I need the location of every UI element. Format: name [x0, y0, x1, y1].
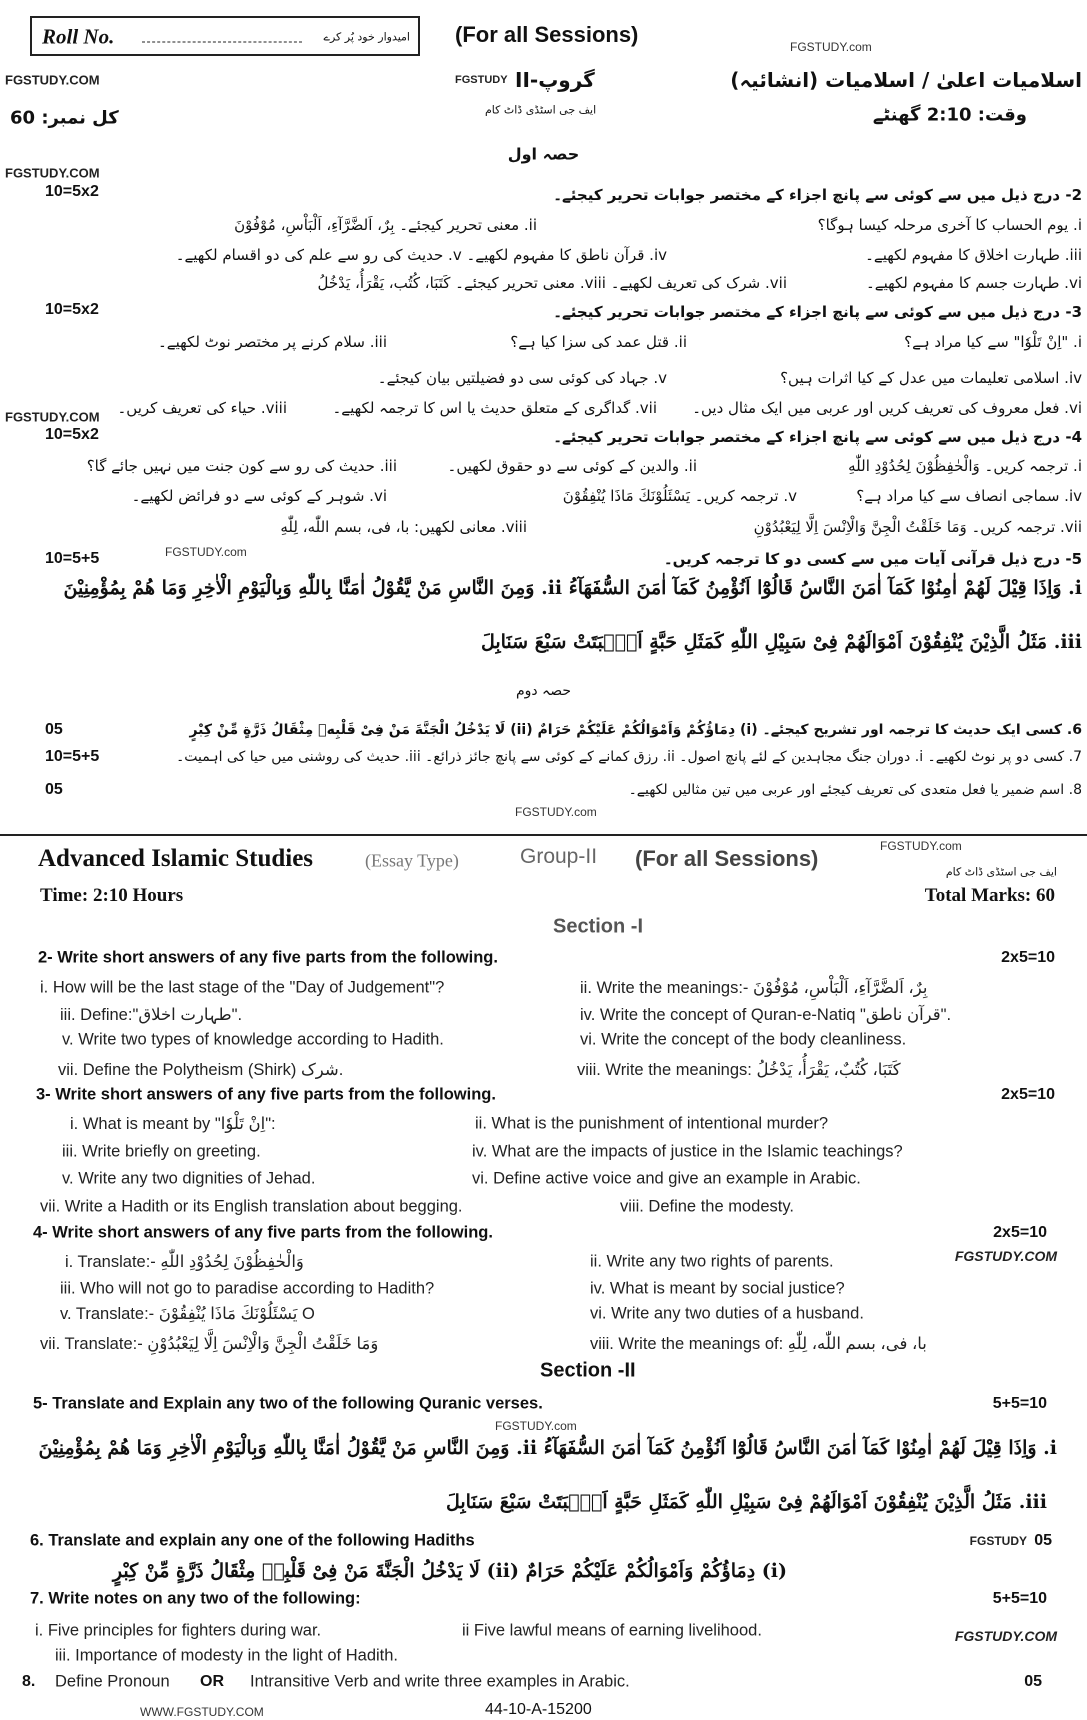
q2-item: i. How will be the last stage of the "Day of Judgement"?	[40, 978, 445, 997]
watermark: ایف جی اسٹڈی ڈاٹ کام	[945, 865, 1057, 879]
q2-item: iii. Define:"طہارت اخلاق".	[60, 1006, 243, 1024]
q3-item: iii. سلام کرنے پر مختصر نوٹ لکھیے۔	[158, 333, 387, 351]
q4-item: vii. ترجمہ کریں۔ وَمَا خَلَقْتُ الْجِنَّ وَالْاِنْسَ اِلَّا لِیَعْبُدُوْنِ	[753, 518, 1082, 536]
q4-item: ii. والدین کے کوئی سے دو حقوق لکھیں۔	[447, 457, 697, 475]
q4-heading: 4- درج ذیل میں سے کوئی سے پانچ اجزاء کے مختصر جوابات تحریر کیجئے۔	[553, 428, 1082, 446]
watermark: FGSTUDY.com	[495, 1419, 577, 1433]
q2-heading: 2- درج ذیل میں سے کوئی سے پانچ اجزاء کے مختصر جوابات تحریر کیجئے۔	[553, 186, 1082, 204]
q3-marks: 2x5=10	[1001, 1086, 1055, 1103]
q5-verse: i. وَاِذَا قِیْلَ لَهُمْ اٰمِنُوْا كَمَآ اٰمَنَ النَّاسُ قَالُوْٓا اَنُؤْمِنُ كَمَآ اٰمَنَ السُّفَهَآءُ ii. وَمِنَ النَّاسِ مَنْ یَّقُوْلُ اٰمَنَّا بِاللّٰهِ وَبِالْیَوْمِ الْاٰخِرِ وَمَا هُمْ بِمُؤْمِنِیْنَ	[63, 577, 1082, 599]
q3-heading: 3- Write short answers of any five parts from the following.	[36, 1085, 496, 1104]
q2-marks: 2x5=10	[1001, 949, 1055, 966]
paper-type: (Essay Type)	[365, 850, 459, 871]
divider	[0, 834, 1087, 836]
q2-item: vii. Define the Polytheism (Shirk) شرک.	[58, 1061, 344, 1079]
q8-text-2: Intransitive Verb and write three examples in Arabic.	[250, 1672, 630, 1691]
q8-marks: 05	[45, 781, 63, 798]
q3-item: vii. گداگری کے متعلق حدیث یا اس کا ترجمہ لکھیے۔	[332, 399, 657, 417]
q4-item: vi. شوہر کے کوئی سے دو فرائض لکھیے۔	[131, 487, 387, 505]
watermark: FGSTUDY.com	[790, 40, 872, 54]
q4-item: v. ترجمہ کریں۔ یَسْئَلُوْنَكَ مَاذَا یُنْفِقُوْنَ	[562, 487, 797, 505]
paper-title: Advanced Islamic Studies	[38, 845, 314, 872]
q4-item: iii. حدیث کی رو سے کون جنت میں نہیں جائے گا؟	[86, 457, 397, 475]
sessions-label: (For all Sessions)	[635, 846, 819, 871]
time: وقت: 2:10 گھنٹے	[872, 104, 1027, 126]
watermark: FGSTUDY.com	[880, 839, 962, 853]
q4-item: ii. Write any two rights of parents.	[590, 1252, 834, 1271]
q6-text: 6. کسی ایک حدیث کا ترجمہ اور تشریح کیجئے۔ (i) دِمَاؤُكُمْ وَاَمْوَالُكُمْ عَلَیْكُمْ حَرَامٌ (ii) لَا یَدْخُلُ الْجَنَّةَ مَنْ فِیْ قَلْبِهٖ مِثْقَالُ ذَرَّةٍ مِّنْ كِبْرٍ	[189, 722, 1082, 738]
roll-blank	[142, 42, 302, 43]
q3-item: iv. What are the impacts of justice in the Islamic teachings?	[472, 1142, 903, 1161]
section-2-title: حصہ دوم	[515, 683, 572, 699]
q4-marks: 2x5=10	[993, 1224, 1047, 1241]
watermark: FGSTUDY.com	[515, 805, 597, 819]
q3-item: iii. Write briefly on greeting.	[62, 1142, 261, 1161]
q5-heading: 5- درج ذیل قرآنی آیات میں سے کسی دو کا ترجمہ کریں۔	[663, 550, 1082, 568]
section-1-title: Section -I	[553, 915, 644, 938]
watermark: FGSTUDY.COM	[954, 1628, 1057, 1644]
q4-item: vi. Write any two duties of a husband.	[590, 1304, 864, 1323]
watermark: FGSTUDY.com	[165, 545, 247, 559]
q6-hadith: (i) دِمَاؤُكُمْ وَاَمْوَالُكُمْ عَلَیْكُمْ حَرَامٌ (ii) لَا یَدْخُلُ الْجَنَّةَ مَنْ فِیْ قَلْبِهٖ مِثْقَالُ ذَرَّةٍ مِّنْ كِبْرٍ	[112, 1560, 787, 1582]
q4-item: i. Translate:- وَالْحٰفِظُوْنَ لِحُدُوْدِ اللّٰهِ	[65, 1253, 304, 1271]
q4-item: iv. What is meant by social justice?	[590, 1279, 845, 1298]
q5-marks: 5+5=10	[992, 1395, 1047, 1412]
q5-marks: 10=5+5	[45, 550, 100, 567]
q3-item: vi. Define active voice and give an example in Arabic.	[472, 1169, 861, 1188]
q7-heading: 7. Write notes on any two of the following:	[30, 1589, 361, 1608]
q8-number: 8.	[22, 1673, 36, 1690]
q4-item: iii. Who will not go to paradise according to Hadith?	[60, 1279, 435, 1298]
q3-item: iv. اسلامی تعلیمات میں عدل کے کیا اثرات ہیں؟	[780, 369, 1082, 387]
q8-text: Define Pronoun	[55, 1672, 170, 1691]
q2-item: iv. قرآن ناطق کا مفہوم لکھیے۔ v. حدیث کی رو سے علم کی دو اقسام لکھیے۔	[175, 246, 667, 264]
q5-verse: iii. مَثَلُ الَّذِیْنَ یُنْفِقُوْنَ اَمْوَالَهُمْ فِیْ سَبِیْلِ اللّٰهِ كَمَثَلِ حَبَّةٍ اَنْۢبَتَتْ سَبْعَ سَنَابِلَ	[445, 1491, 1047, 1513]
watermark: FGSTUDY	[969, 1534, 1027, 1548]
q3-item: vii. Write a Hadith or its English translation about begging.	[40, 1197, 463, 1216]
q3-item: viii. Define the modesty.	[620, 1197, 794, 1216]
q4-item: iv. سماجی انصاف سے کیا مراد ہے؟	[856, 487, 1082, 505]
q4-heading: 4- Write short answers of any five parts from the following.	[33, 1223, 493, 1242]
q3-heading: 3- درج ذیل میں سے کوئی سے پانچ اجزاء کے مختصر جوابات تحریر کیجئے۔	[553, 303, 1082, 321]
paper-title: اسلامیات اعلیٰ / اسلامیات (انشائیہ)	[730, 68, 1082, 92]
q3-item: vi. فعل معروف کی تعریف کریں اور عربی میں ایک مثال دیں۔	[692, 399, 1082, 417]
q2-item: vi. طہارت جسم کا مفہوم لکھیے۔	[866, 274, 1082, 292]
q2-item: i. یوم الحساب کا آخری مرحلہ کیسا ہوگا؟	[817, 216, 1082, 234]
total-marks: Total Marks: 60	[924, 885, 1055, 906]
q6-marks: 05	[1034, 1532, 1052, 1549]
q5-heading: 5- Translate and Explain any two of the following Quranic verses.	[33, 1394, 543, 1413]
q8-text: 8. اسم ضمیر یا فعل متعدی کی تعریف کیجئے اور عربی میں تین مثالیں لکھیے۔	[628, 782, 1082, 798]
watermark: FGSTUDY	[455, 74, 508, 86]
q3-item: v. جہاد کی کوئی سی دو فضیلتیں بیان کیجئے۔	[377, 369, 667, 387]
q3-marks: 10=5x2	[45, 301, 99, 318]
q3-item: ii. What is the punishment of intentional murder?	[475, 1114, 829, 1133]
q2-item: ii. معنی تحریر کیجئے۔ بِرٌ، اَلضَّرَّآءِ، اَلْبَاْسِ، مُوْفُوْنَ	[234, 216, 537, 234]
roll-label: Roll No.	[42, 24, 115, 49]
q7-marks: 5+5=10	[992, 1590, 1047, 1607]
watermark: FGSTUDY.COM	[954, 1248, 1057, 1264]
q8-or: OR	[200, 1673, 224, 1690]
q3-item: v. Write any two dignities of Jehad.	[62, 1169, 316, 1188]
time: Time: 2:10 Hours	[40, 885, 184, 906]
q7-item: iii. Importance of modesty in the light of Hadith.	[55, 1646, 399, 1665]
watermark: WWW.FGSTUDY.COM	[140, 1705, 264, 1719]
q5-verse: iii. مَثَلُ الَّذِیْنَ یُنْفِقُوْنَ اَمْوَالَهُمْ فِیْ سَبِیْلِ اللّٰهِ كَمَثَلِ حَبَّةٍ اَنْۢبَتَتْ سَبْعَ سَنَابِلَ	[480, 631, 1082, 653]
q4-item: vii. Translate:- وَمَا خَلَقْتُ الْجِنَّ وَالْاِنْسَ اِلَّا لِیَعْبُدُوْنِ	[40, 1335, 379, 1353]
total-marks: کل نمبر: 60	[10, 107, 119, 129]
q3-item: viii. حیاء کی تعریف کریں۔	[117, 399, 287, 417]
q2-item: viii. Write the meanings: كَتَبَا، كُتُبٌ، یَقْرَأُ، یَدْخُلُ	[577, 1061, 901, 1079]
q2-item: ii. Write the meanings:- بِرٌ، اَلضَّرَّآءِ، اَلْبَاْسِ، مُوْفُوْنَ	[580, 979, 928, 997]
q2-item: iii. طہارت اخلاق کا مفہوم لکھیے۔	[865, 246, 1082, 264]
q7-text: 7. کسی دو پر نوٹ لکھیے۔ i. دوران جنگ مجاہدین کے لئے پانچ اصول۔ ii. رزق کمانے کے کوئی سے پانچ جائز ذرائع۔ iii. حدیث کی روشنی میں حیا کی اہمیت۔	[176, 749, 1082, 765]
roll-number-box	[30, 16, 420, 56]
q2-item: vi. Write the concept of the body cleanliness.	[580, 1030, 907, 1049]
q7-marks: 10=5+5	[45, 748, 100, 765]
watermark: FGSTUDY.COM	[5, 409, 100, 425]
watermark: FGSTUDY.COM	[5, 72, 100, 88]
q6-marks: 05	[45, 721, 63, 738]
q7-item: i. Five principles for fighters during war.	[35, 1621, 322, 1640]
q2-item: vii. شرک کی تعریف لکھیے۔ viii. معنی تحریر کیجئے۔ کَتَبَا، کُتُب، یَقْرَأُ، یَدْخُلُ	[317, 274, 787, 292]
q6-heading: 6. Translate and explain any one of the following Hadiths	[30, 1531, 475, 1550]
q2-marks: 10=5x2	[45, 183, 99, 200]
q2-item: v. Write two types of knowledge according to Hadith.	[62, 1030, 444, 1049]
roll-urdu-note: امیدوار خود پُر کرے	[323, 30, 410, 44]
q4-item: viii. معانی لکھیں: با، فی، بسم اللّٰه، لِلّٰهِ	[280, 518, 527, 536]
q2-heading: 2- Write short answers of any five parts from the following.	[38, 948, 498, 967]
watermark: FGSTUDY.COM	[5, 165, 100, 181]
section-1-title: حصہ اول	[507, 144, 580, 164]
q4-item: v. Translate:- یَسْئَلُوْنَكَ مَاذَا یُنْفِقُوْنَ O	[60, 1305, 315, 1323]
q3-item: i. What is meant by "اِنْ تَلْوٗا":	[70, 1115, 276, 1133]
q2-item: iv. Write the concept of Quran-e-Natiq "قرآن ناطق".	[580, 1006, 952, 1024]
q4-item: viii. Write the meanings of: با، فی، بسم اللّٰه، لِلّٰهِ	[590, 1335, 927, 1353]
q3-item: ii. قتل عمد کی سزا کیا ہے؟	[510, 333, 687, 351]
q4-marks: 10=5x2	[45, 426, 99, 443]
q8-marks: 05	[1024, 1673, 1042, 1690]
q7-item: ii Five lawful means of earning livelihood.	[462, 1621, 762, 1640]
paper-code: 44-10-A-15200	[485, 1701, 592, 1718]
group-label: گروپ-II	[515, 68, 595, 92]
q4-item: i. ترجمہ کریں۔ وَالْحٰفِظُوْنَ لِحُدُوْدِ اللّٰهِ	[848, 457, 1082, 475]
group-label: Group-II	[520, 845, 598, 868]
q5-verse: i. وَاِذَا قِیْلَ لَهُمْ اٰمِنُوْا كَمَآ اٰمَنَ النَّاسُ قَالُوْٓا اَنُؤْمِنُ كَمَآ اٰمَنَ السُّفَهَآءُ ii. وَمِنَ النَّاسِ مَنْ یَّقُوْلُ اٰمَنَّا بِاللّٰهِ وَبِالْیَوْمِ الْاٰخِرِ وَمَا هُمْ بِمُؤْمِنِیْنَ	[38, 1437, 1057, 1459]
watermark: ایف جی اسٹڈی ڈاٹ کام	[485, 103, 597, 117]
section-2-title: Section -II	[540, 1359, 636, 1382]
sessions-label: (For all Sessions)	[455, 22, 639, 47]
q3-item: i. "اِنْ تَلْوٗا" سے کیا مراد ہے؟	[904, 333, 1082, 351]
